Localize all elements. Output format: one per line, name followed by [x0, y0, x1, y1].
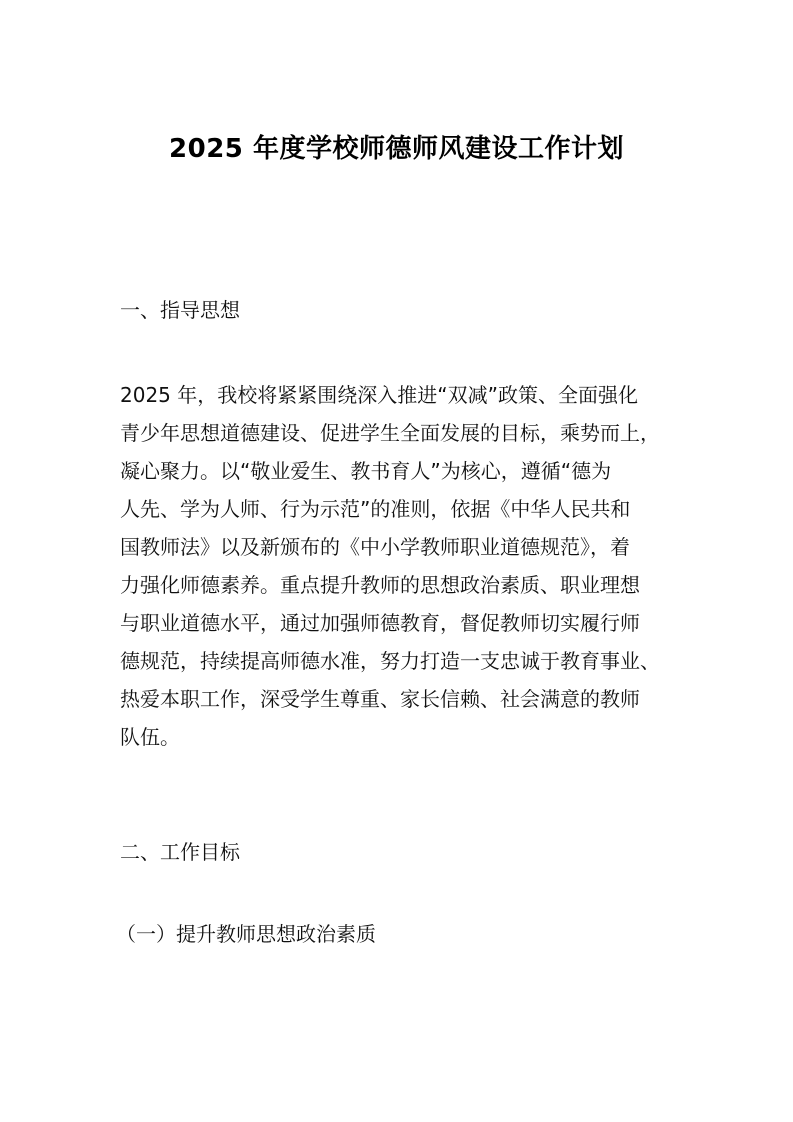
section-heading-guiding-ideology: 一、指导思想: [120, 298, 240, 322]
subsection-heading-political-quality: （一）提升教师思想政治素质: [116, 922, 376, 946]
paragraph-line: 凝心聚力。以“敬业爱生、教书育人”为核心，遵循“德为: [120, 459, 612, 483]
document-title: 2025 年度学校师德师风建设工作计划: [169, 134, 624, 164]
section-heading-work-goals: 二、工作目标: [120, 840, 240, 864]
paragraph-line: 人先、学为人师、行为示范”的准则，依据《中华人民共和: [120, 497, 631, 521]
paragraph-line: 国教师法》以及新颁布的《中小学教师职业道德规范》，着: [120, 535, 630, 559]
paragraph-line: 与职业道德水平，通过加强师德教育，督促教师切实履行师: [120, 611, 640, 635]
paragraph-line: 队伍。: [120, 725, 180, 749]
paragraph-line: 青少年思想道德建设、促进学生全面发展的目标，乘势而上，: [120, 421, 660, 445]
paragraph-line: 德规范，持续提高师德水准，努力打造一支忠诚于教育事业、: [120, 649, 660, 673]
paragraph-line: 热爱本职工作，深受学生尊重、家长信赖、社会满意的教师: [120, 687, 640, 711]
paragraph-line: 2025 年，我校将紧紧围绕深入推进“双减”政策、全面强化: [120, 383, 638, 407]
paragraph-line: 力强化师德素养。重点提升教师的思想政治素质、职业理想: [120, 573, 640, 597]
guiding-ideology-paragraph: [120, 376, 690, 756]
